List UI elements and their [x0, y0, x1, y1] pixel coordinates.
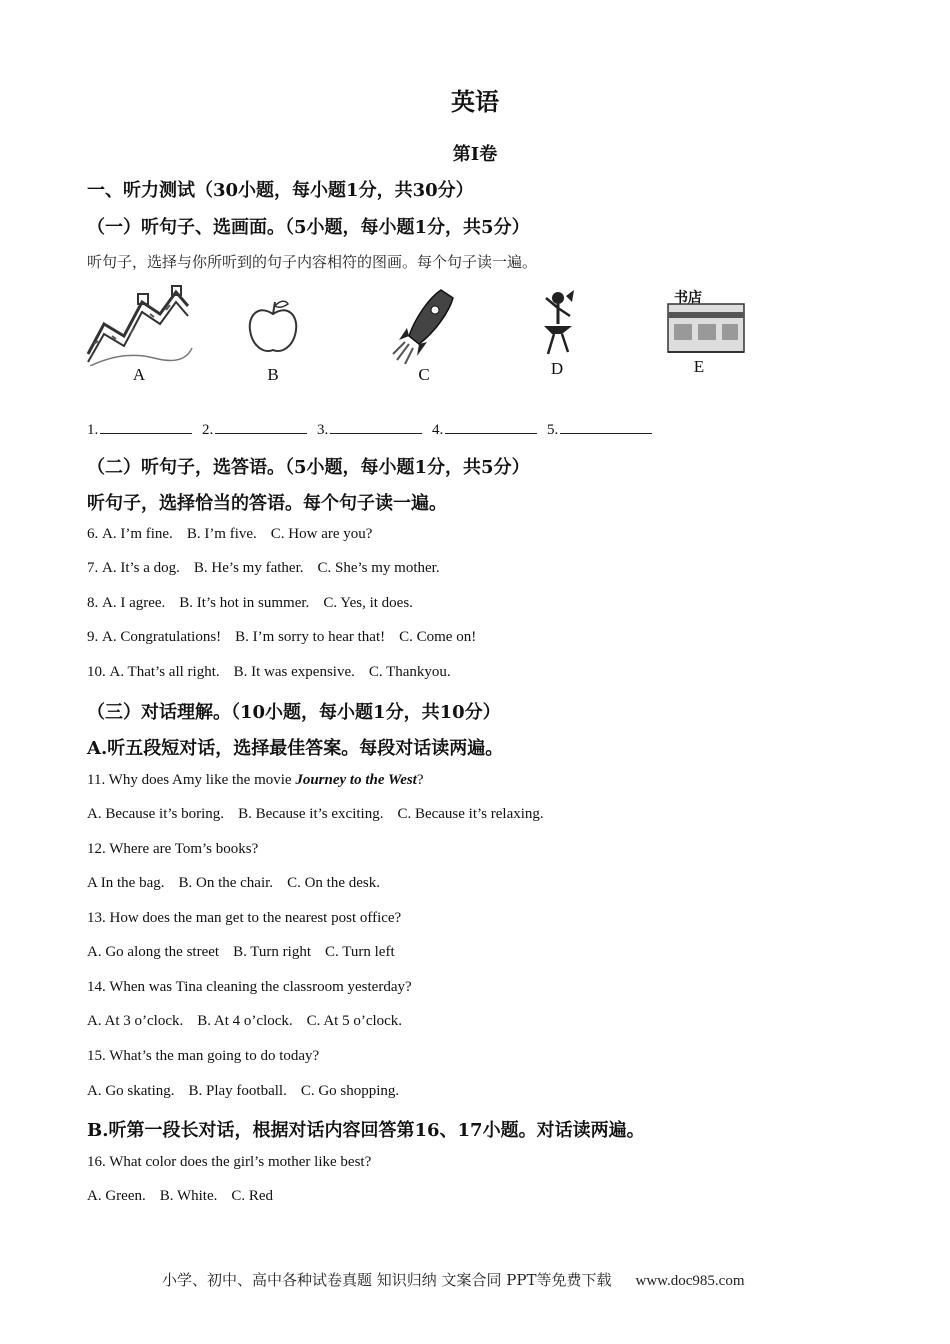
picture-e [644, 284, 754, 389]
option[interactable]: B. Play football. [188, 1083, 287, 1099]
section1-instruction: 听句子，选择与你所听到的句子内容相符的图画。每个句子读一遍。 [87, 253, 538, 271]
answer-blanks [87, 418, 658, 439]
part1-heading: 一、听力测试（30小题，每小题1分，共30分） [87, 180, 474, 201]
option[interactable]: A. I’m fine. [102, 526, 173, 542]
question-11: 11. Why does Amy like the movie Journey to the West? [87, 772, 424, 788]
page-footer [162, 1269, 745, 1290]
question-12-options [87, 875, 394, 892]
question-6: 6. A. I’m fine. B. I’m five. C. How are you? [87, 526, 373, 542]
option[interactable]: B. It’s hot in summer. [179, 595, 310, 611]
question-14-options [87, 1013, 416, 1030]
section2-heading: （二）听句子，选答语。（5小题，每小题1分，共5分） [87, 457, 530, 478]
option[interactable]: A. That’s all right. [109, 664, 220, 680]
picture-b [218, 284, 328, 389]
question-12: 12. Where are Tom’s books? [87, 841, 259, 857]
blank-4[interactable]: 4. [432, 418, 537, 439]
question-13: 13. How does the man get to the nearest post office? [87, 910, 402, 926]
option[interactable]: C. Turn left [325, 944, 395, 960]
option[interactable]: B. He’s my father. [193, 560, 304, 576]
question-16: 16. What color does the girl’s mother like best? [87, 1154, 372, 1170]
great-wall-icon [84, 284, 194, 366]
question-8: 8. A. I agree. B. It’s hot in summer. C. Yes, it does. [87, 595, 413, 611]
question-13-options [87, 944, 409, 961]
option[interactable]: A. Green. [87, 1188, 146, 1204]
option[interactable]: C. Come on! [399, 629, 477, 645]
picture-a [84, 284, 194, 389]
option[interactable]: C. How are you? [270, 526, 373, 542]
section3b-instruction: B.听第一段长对话，根据对话内容回答第16、17小题。对话读两遍。 [87, 1120, 645, 1141]
option[interactable]: B. I’m sorry to hear that! [235, 629, 386, 645]
volume-heading: 第Ⅰ卷 [452, 144, 498, 165]
bookstore-icon [644, 284, 754, 366]
option[interactable]: B. Turn right [233, 944, 312, 960]
blank-3[interactable]: 3. [317, 418, 422, 439]
question-10: 10. A. That’s all right. B. It was expensive. C. Thankyou. [87, 664, 451, 680]
option[interactable]: B. White. [159, 1188, 218, 1204]
option[interactable]: C. Because it’s relaxing. [397, 806, 544, 822]
question-9: 9. A. Congratulations! B. I’m sorry to hear that! C. Come on! [87, 629, 477, 645]
question-15: 15. What’s the man going to do today? [87, 1048, 320, 1064]
option[interactable]: C. Thankyou. [368, 664, 451, 680]
footer-text: 小学、初中、高中各种试卷真题 知识归纳 文案合同 PPT等免费下载 [162, 1271, 612, 1289]
footer-site-link[interactable]: www.doc985.com [635, 1273, 745, 1289]
blank-1[interactable]: 1. [87, 418, 192, 439]
question-11-options [87, 806, 558, 823]
bookstore-sign: 书店 [674, 290, 702, 306]
section3-heading: （三）对话理解。（10小题，每小题1分，共10分） [87, 702, 501, 723]
page-title: 英语 [451, 87, 499, 116]
option[interactable]: A. It’s a dog. [102, 560, 180, 576]
option[interactable]: C. She’s my mother. [317, 560, 440, 576]
section3a-instruction: A.听五段短对话，选择最佳答案。每段对话读两遍。 [87, 738, 504, 759]
option[interactable]: C. Red [231, 1188, 274, 1204]
blank-2[interactable]: 2. [202, 418, 307, 439]
apple-icon [218, 284, 328, 366]
option[interactable]: A. Go along the street [87, 944, 220, 960]
option[interactable]: C. On the desk. [287, 875, 380, 891]
rocket-icon [369, 284, 479, 366]
option[interactable]: B. At 4 o’clock. [197, 1013, 293, 1029]
question-14: 14. When was Tina cleaning the classroom yesterday? [87, 979, 412, 995]
movie-title: Journey to the West [295, 772, 417, 788]
question-15-options [87, 1083, 413, 1100]
section2-instruction: 听句子，选择恰当的答语。每个句子读一遍。 [87, 493, 447, 514]
option[interactable]: B. On the chair. [178, 875, 274, 891]
option[interactable]: A In the bag. [87, 875, 165, 891]
option[interactable]: C. Go shopping. [300, 1083, 400, 1099]
option[interactable]: C. At 5 o’clock. [306, 1013, 403, 1029]
picture-label: E [693, 357, 705, 376]
option[interactable]: A. I agree. [102, 595, 166, 611]
option[interactable]: A. At 3 o’clock. [87, 1013, 184, 1029]
option[interactable]: A. Because it’s boring. [87, 806, 225, 822]
picture-label: D [550, 359, 564, 378]
picture-label: B [267, 365, 279, 384]
picture-row [84, 284, 784, 389]
option[interactable]: B. It was expensive. [233, 664, 355, 680]
picture-d [502, 284, 612, 389]
option[interactable]: C. Yes, it does. [323, 595, 413, 611]
blank-5[interactable]: 5. [547, 418, 652, 439]
option[interactable]: A. Congratulations! [102, 629, 222, 645]
question-7: 7. A. It’s a dog. B. He’s my father. C. She’s my mother. [87, 560, 440, 576]
option[interactable]: B. I’m five. [186, 526, 257, 542]
picture-c [369, 284, 479, 389]
option[interactable]: A. Go skating. [87, 1083, 175, 1099]
picture-label: A [132, 365, 146, 384]
section1-heading: （一）听句子、选画面。（5小题，每小题1分，共5分） [87, 217, 530, 238]
question-16-options [87, 1188, 287, 1205]
dancer-icon [502, 284, 612, 366]
option[interactable]: B. Because it’s exciting. [238, 806, 384, 822]
picture-label: C [418, 365, 430, 384]
